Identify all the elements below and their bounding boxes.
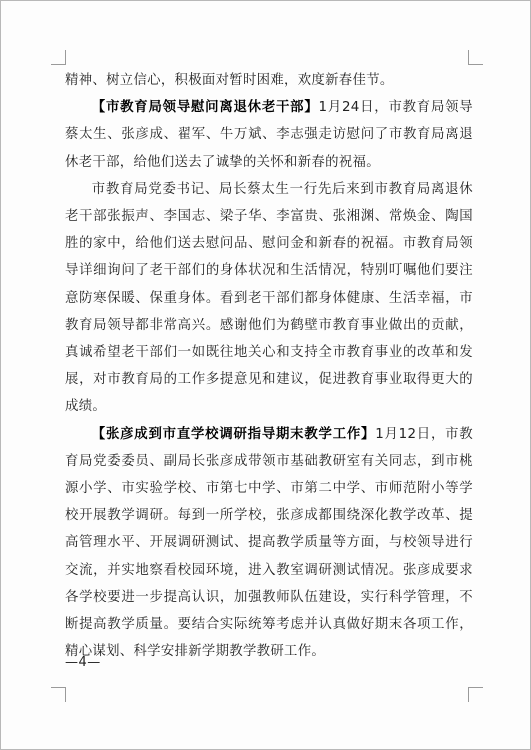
paragraph-news-2 <box>65 421 473 666</box>
news-heading: 【张彦成到市直学校调研指导期末教学工作】 <box>91 426 376 442</box>
paragraph-text: 1月12日，市教育局党委委员、副局长张彦成带领市基础教研室有关同志，到市桃源小学、市实验学校、市第七中学、市第二中学、市师范附小等学校开展教学调研。每到一所学校，张彦成都围绕深化教学改革、提高管理水平、开展调研测试、提高教学质量等方面，与校领导进行交流，并实地察看校园环境，进入教室调研测试情况。张彦成要求各学校要进一步提高认识，加强教师队伍建设，实行科学管理，不断提高教学质量。要结合实际统筹考虑并认真做好期末各项工作，精心谋划、科学安排新学期教学教研工作。 <box>65 426 473 660</box>
page-number: —4— <box>65 655 101 670</box>
crop-mark-top-right <box>468 50 483 65</box>
document-body <box>65 67 473 665</box>
crop-mark-bottom-right <box>468 687 483 702</box>
paragraph-text: 市教育局党委书记、局长蔡太生一行先后来到市教育局离退休老干部张振声、李国志、梁子华、李富贵、张湘渊、常焕金、陶国胜的家中，给他们送去慰问品、慰问金和新春的祝福。市教育局领导详细询问了老干部们的身体状况和生活情况，特别叮嘱他们要注意防寒保暖、保重身体。看到老干部们都身体健康、生活幸福，市教育局领导都非常高兴。感谢他们为鹤壁市教育事业做出的贡献，真诚希望老干部们一如既往地关心和支持全市教育事业的改革和发展，对市教育局的工作多提意见和建议，促进教育事业取得更大的成绩。 <box>65 181 473 415</box>
paragraph-news-1 <box>65 94 473 176</box>
paragraph-continuation <box>65 67 473 94</box>
crop-mark-top-left <box>51 50 66 65</box>
paragraph-text: 1月24日，市教育局领导蔡太生、张彦成、翟军、牛万斌、李志强走访慰问了市教育局离退休老干部，给他们送去了诚挚的关怀和新春的祝福。 <box>65 100 473 170</box>
news-heading: 【市教育局领导慰问离退休老干部】 <box>91 100 319 116</box>
paragraph-text: 精神、树立信心，积极面对暂时困难，欢度新春佳节。 <box>65 73 394 88</box>
paragraph-body <box>65 176 473 421</box>
crop-mark-bottom-left <box>51 687 66 702</box>
